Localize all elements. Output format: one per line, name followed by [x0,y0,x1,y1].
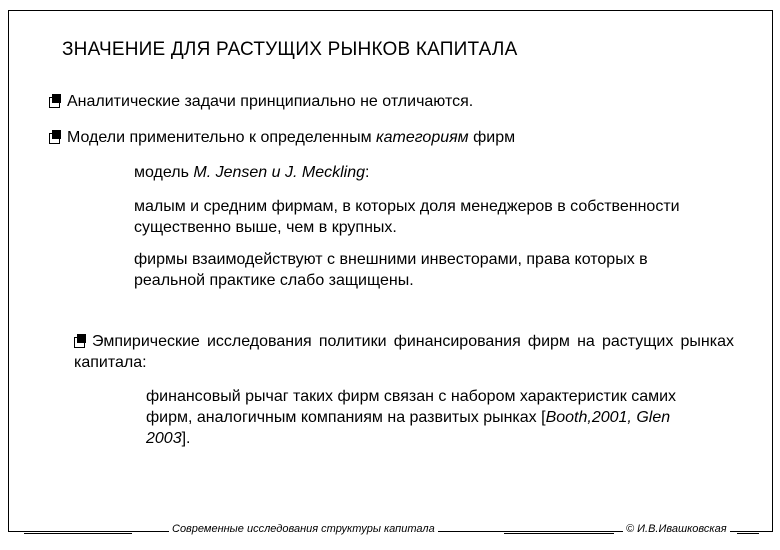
sub-item-investors: фирмы взаимодействуют с внешними инвесторами, права которых в реальной практике слабо защищены. [134,251,648,289]
sub-item-leverage [146,386,706,449]
bullet-empirical-research [74,331,734,373]
bullet-models [49,127,515,148]
sub-text-post: : [365,164,370,181]
footer-divider [504,533,614,534]
bullet-text-post: фирм [468,129,516,146]
footer-divider [24,533,132,534]
bullet-analytical-tasks [49,91,473,112]
bullet-text-emphasis: категориям [376,129,469,146]
footer-course-title: Современные исследования структуры капитала [169,523,438,535]
footer-divider [737,533,759,534]
bullet-text: Эмпирические исследования политики финансирования фирм на растущих рынках капитала: [74,333,734,371]
square-bullet-icon [49,131,61,143]
sub-item-model [134,162,369,183]
sub-text-pre: финансовый рычаг таких фирм связан с набором характеристик самих фирм, аналогичным компаниям на развитых рынках [ [146,388,677,426]
sub-item-small-firms: малым и средним фирмам, в которых доля менеджеров в собственности существенно выше, чем в крупных. [134,198,680,236]
square-bullet-icon [49,95,61,107]
footer-copyright: © И.В.Ивашковская [623,523,730,535]
bullet-text: Аналитические задачи принципиально не отличаются. [67,93,474,110]
sub-text-citation: Booth,2001, Glen 2003 [146,409,671,447]
square-bullet-icon [74,335,86,347]
sub-text-pre: модель [134,164,194,181]
slide [8,10,773,535]
slide-title: ЗНАЧЕНИЕ ДЛЯ РАСТУЩИХ РЫНКОВ КАПИТАЛА [62,39,518,60]
sub-text-authors: M. Jensen и J. Meckling [193,164,365,181]
bullet-text-pre: Модели применительно к определенным [67,129,377,146]
sub-text-post: ]. [181,430,191,447]
